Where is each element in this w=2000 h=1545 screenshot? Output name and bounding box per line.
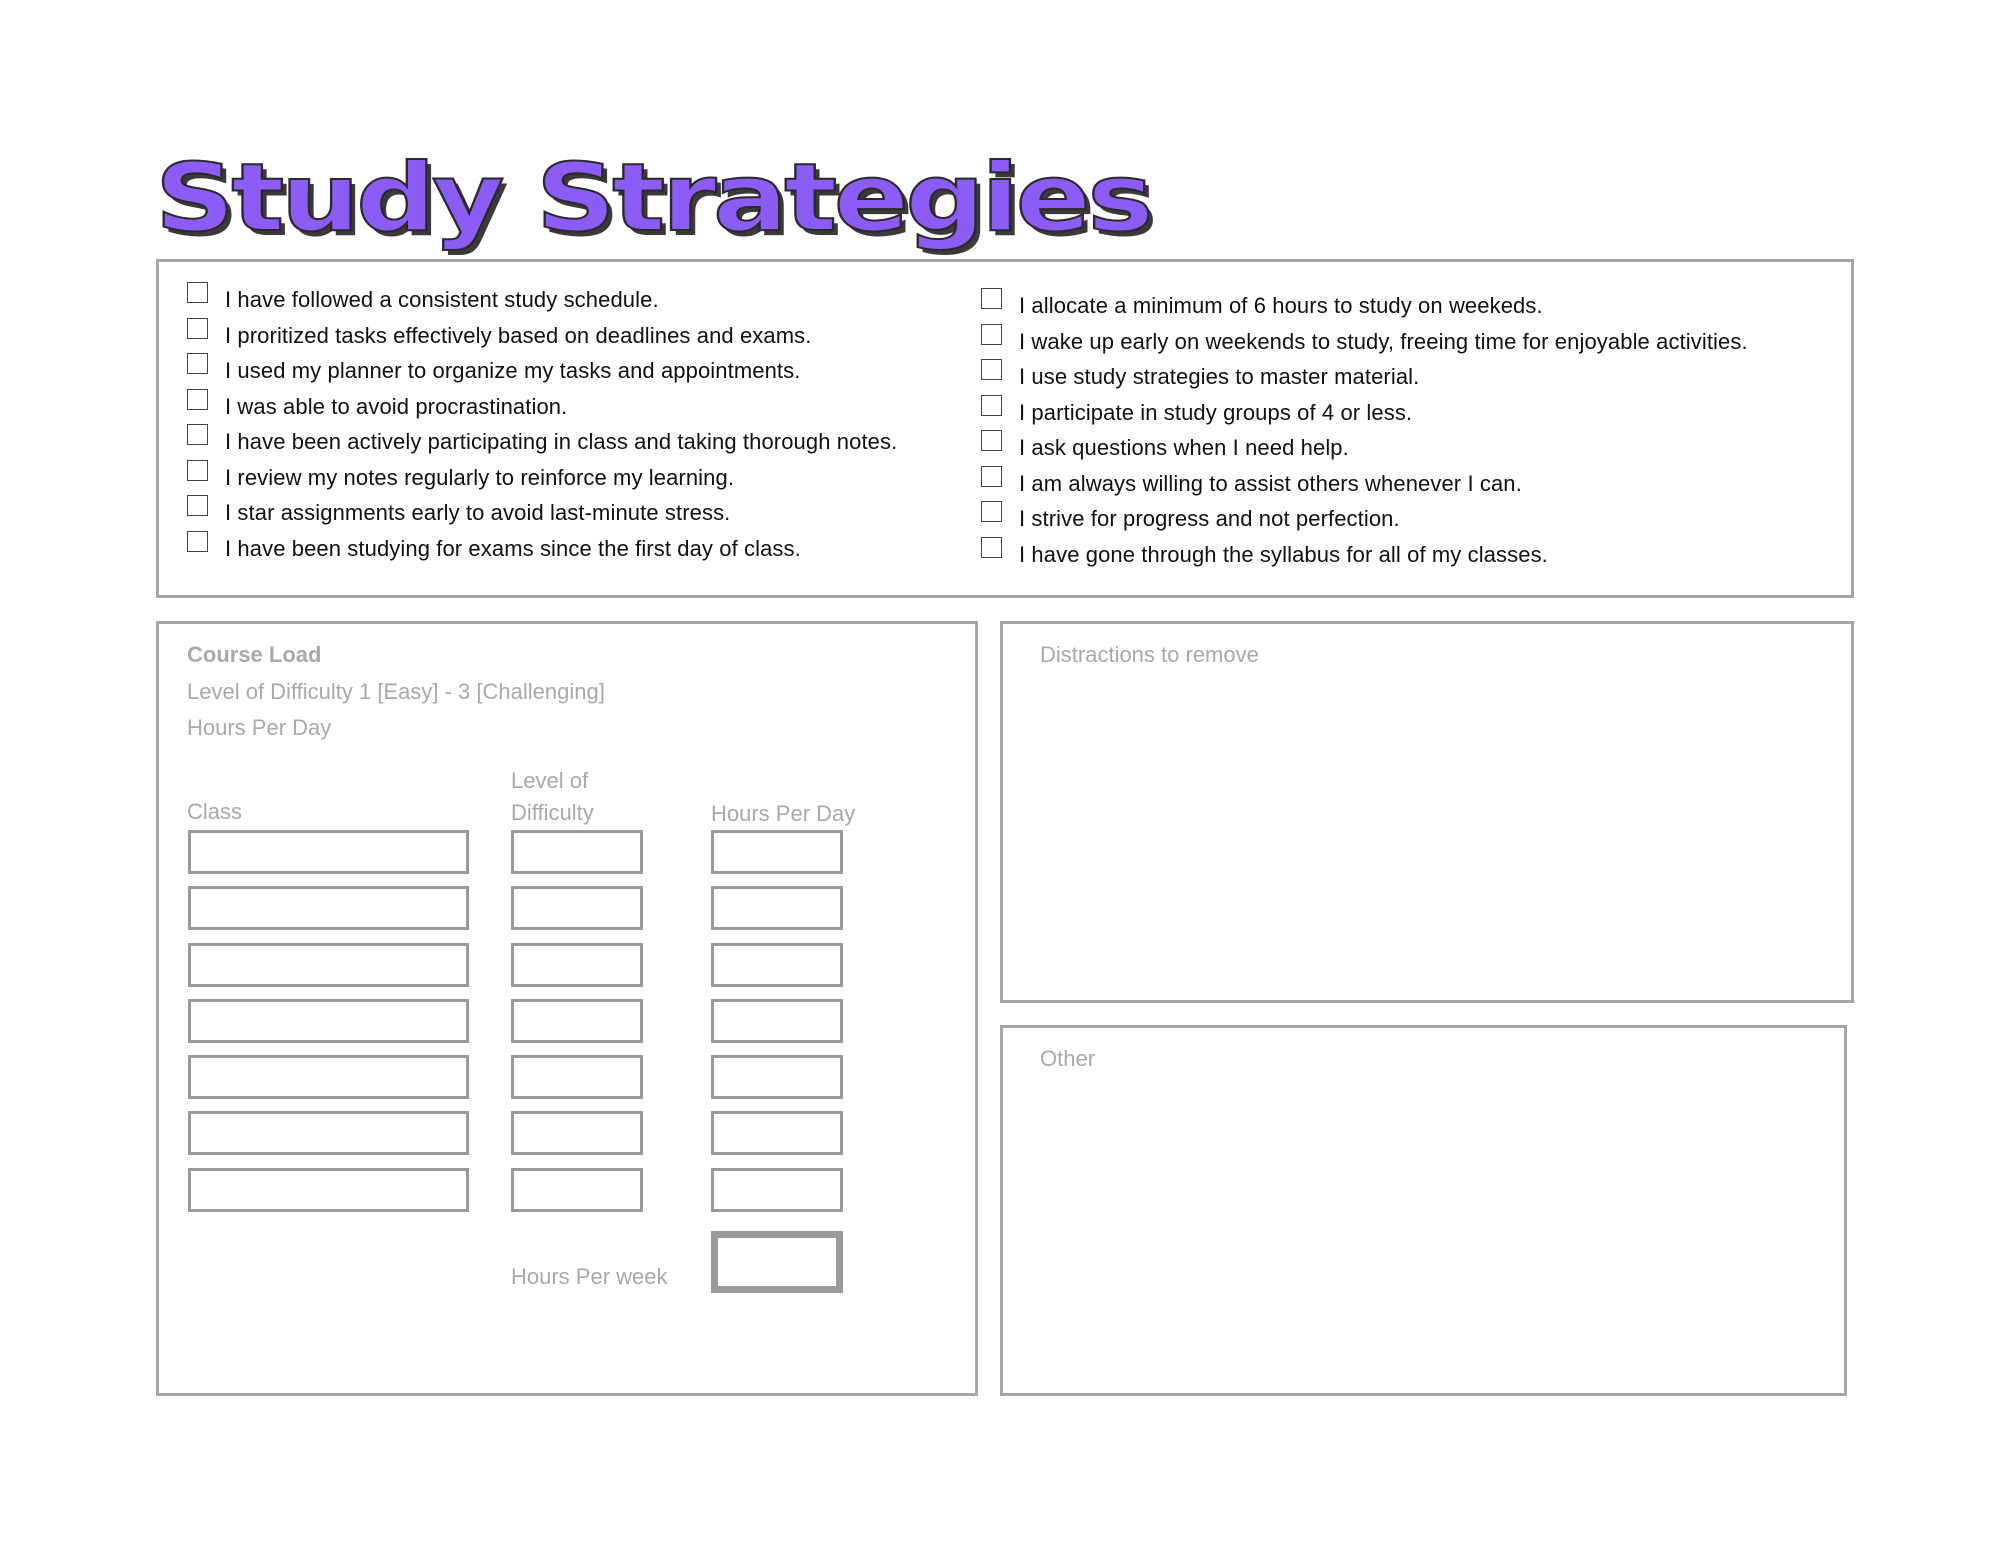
distractions-panel[interactable]: [1000, 621, 1854, 1003]
difficulty-input[interactable]: [511, 1168, 643, 1212]
difficulty-input[interactable]: [511, 999, 643, 1043]
hours-per-day-input[interactable]: [711, 1111, 843, 1155]
class-input[interactable]: [188, 830, 469, 874]
hours-per-day-input[interactable]: [711, 1055, 843, 1099]
class-input[interactable]: [188, 943, 469, 987]
checklist-item-label: I use study strategies to master material.: [1019, 364, 1420, 389]
checklist-item-label: I participate in study groups of 4 or less.: [1019, 399, 1413, 425]
checkbox[interactable]: [187, 424, 208, 445]
difficulty-input[interactable]: [511, 1111, 643, 1155]
checklist-item-label: I have been actively participating in class and taking thorough notes.: [225, 429, 898, 454]
checkbox[interactable]: [187, 318, 208, 339]
hours-per-day-input[interactable]: [711, 1168, 843, 1212]
difficulty-column-header: Level of Difficulty: [511, 768, 594, 825]
hours-per-day-input[interactable]: [711, 943, 843, 987]
class-input[interactable]: [188, 1055, 469, 1099]
hours-per-week-label: Hours Per week: [511, 1264, 668, 1289]
checkbox[interactable]: [981, 359, 1002, 380]
checklist-item-label: I have gone through the syllabus for all of my classes.: [1019, 541, 1548, 567]
checkbox[interactable]: [981, 501, 1002, 522]
hours-per-week-field[interactable]: [711, 1231, 843, 1293]
checklist-item-label: I proritized tasks effectively based on deadlines and exams.: [225, 322, 812, 348]
checklist-item-label: I have been studying for exams since the first day of class.: [225, 535, 801, 561]
class-input[interactable]: [188, 1111, 469, 1155]
checklist-item-label: I used my planner to organize my tasks and appointments.: [225, 358, 801, 383]
checkbox[interactable]: [187, 389, 208, 410]
checkbox[interactable]: [981, 537, 1002, 558]
distractions-title: Distractions to remove: [1040, 642, 1259, 667]
class-input[interactable]: [188, 1168, 469, 1212]
checklist-item-label: I was able to avoid procrastination.: [225, 393, 568, 419]
checklist-item-label: I review my notes regularly to reinforce my learning.: [225, 464, 735, 490]
checklist-item-label: I ask questions when I need help.: [1019, 435, 1349, 460]
checkbox[interactable]: [981, 430, 1002, 451]
checklist-item-label: I allocate a minimum of 6 hours to study on weekeds.: [1019, 293, 1543, 318]
other-panel[interactable]: [1000, 1025, 1847, 1396]
course-load-heading: Course Load: [187, 642, 322, 667]
difficulty-input[interactable]: [511, 1055, 643, 1099]
hours-per-day-input[interactable]: [711, 830, 843, 874]
checklist-item-label: I star assignments early to avoid last-minute stress.: [225, 500, 731, 525]
checkbox[interactable]: [187, 531, 208, 552]
class-input[interactable]: [188, 886, 469, 930]
checklist-panel: [156, 259, 1854, 598]
difficulty-scale-description: Level of Difficulty 1 [Easy] - 3 [Challenging]: [187, 679, 605, 704]
other-title: Other: [1040, 1046, 1096, 1071]
checklist-item-label: I strive for progress and not perfection.: [1019, 506, 1400, 531]
class-column-header: Class: [187, 799, 243, 824]
checklist-item-label: I have followed a consistent study schedule.: [225, 287, 659, 312]
checkbox[interactable]: [187, 353, 208, 374]
checkbox[interactable]: [981, 395, 1002, 416]
checkbox[interactable]: [187, 460, 208, 481]
checkbox[interactable]: [187, 282, 208, 303]
course-load-panel: [156, 621, 978, 1396]
checklist-item-label: I wake up early on weekends to study, freeing time for enjoyable activities.: [1019, 328, 1748, 354]
hours-per-day-input[interactable]: [711, 886, 843, 930]
hours-column-header: Hours Per Day: [711, 801, 856, 826]
page-title: Study Strategies: [155, 144, 1150, 253]
checkbox[interactable]: [981, 288, 1002, 309]
difficulty-input[interactable]: [511, 886, 643, 930]
checklist-item-label: I am always willing to assist others whenever I can.: [1019, 470, 1522, 496]
hours-per-day-description: Hours Per Day: [187, 715, 332, 740]
difficulty-input[interactable]: [511, 943, 643, 987]
hours-per-day-input[interactable]: [711, 999, 843, 1043]
class-input[interactable]: [188, 999, 469, 1043]
checkbox[interactable]: [981, 324, 1002, 345]
checkbox[interactable]: [981, 466, 1002, 487]
checkbox[interactable]: [187, 495, 208, 516]
difficulty-input[interactable]: [511, 830, 643, 874]
